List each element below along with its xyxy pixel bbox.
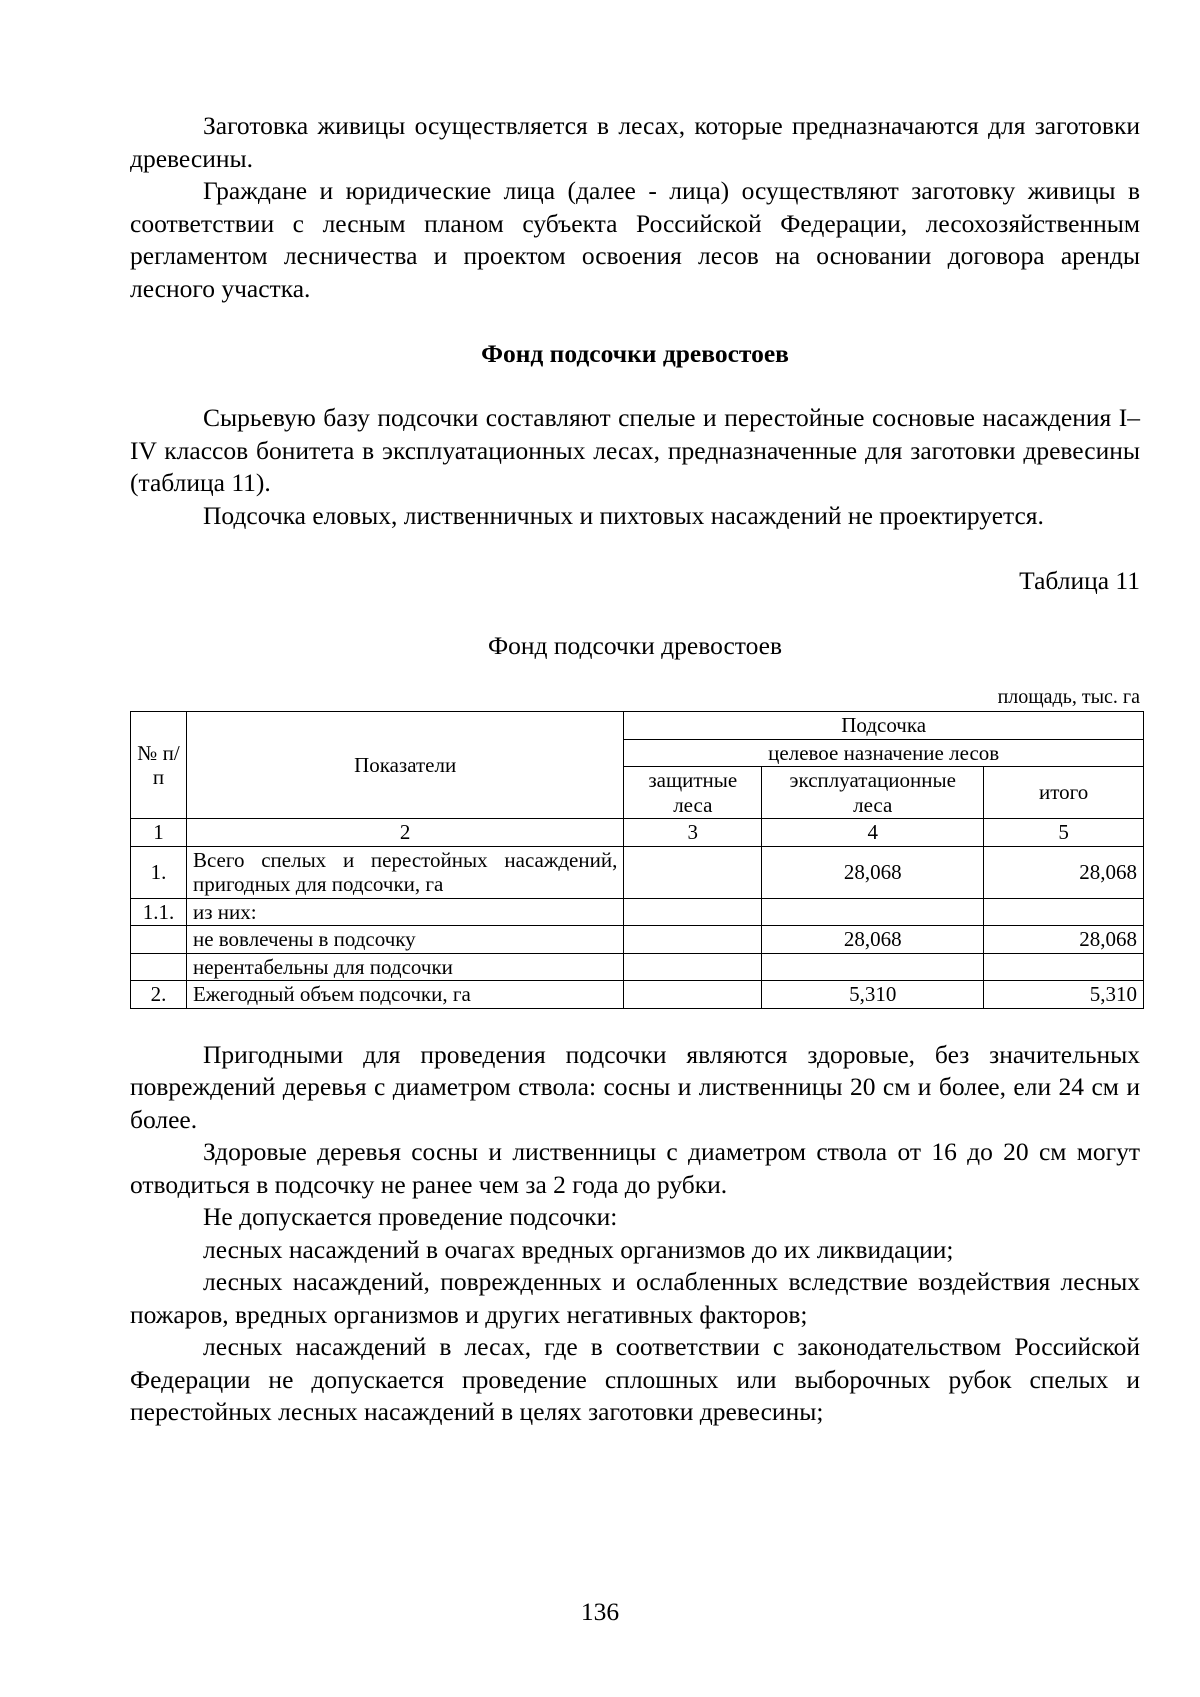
- section-heading: Фонд подсочки древостоев: [481, 339, 789, 368]
- after-paragraph-1: Пригодными для проведения подсочки являются здоровые, без значительных повреждений деревья с диаметром ствола: сосны и лиственницы 20 см и более, ели 24 см и более.: [130, 1039, 1140, 1134]
- row-num: 2.: [131, 981, 187, 1009]
- podsochka-table: [130, 711, 1144, 1009]
- row-total: [984, 898, 1144, 926]
- row-label: Всего спелых и перестойных насаждений, пригодных для подсочки, га: [186, 846, 623, 898]
- col-number: 1: [131, 819, 187, 847]
- row-total: 28,068: [984, 846, 1144, 898]
- row-exploitation: 28,068: [762, 926, 984, 954]
- header-indicators: Показатели: [186, 712, 623, 819]
- row-exploitation: 5,310: [762, 981, 984, 1009]
- after-paragraph-2: Здоровые деревья сосны и лиственницы с диаметром ствола от 16 до 20 см могут отводиться в подсочку не ранее чем за 2 года до рубки.: [130, 1137, 1140, 1199]
- table-number-label: Таблица 11: [1019, 566, 1140, 595]
- row-label: Ежегодный объем подсочки, га: [186, 981, 623, 1009]
- row-num: [131, 953, 187, 981]
- section-paragraph-1: Сырьевую базу подсочки составляют спелые и перестойные сосновые насаждения I–IV классов бонитета в эксплуатационных лесах, предназначенные для заготовки древесины (таблица 11).: [130, 403, 1140, 497]
- table-header-row-1: [131, 712, 1144, 740]
- after-table-text: [130, 1039, 1140, 1429]
- table-row: [131, 926, 1144, 954]
- col-number: 5: [984, 819, 1144, 847]
- row-protective: [624, 898, 762, 926]
- row-total: [984, 953, 1144, 981]
- after-paragraph-3: Не допускается проведение подсочки:: [203, 1202, 618, 1231]
- table-unit: площадь, тыс. га: [997, 686, 1140, 708]
- header-podsochka: Подсочка: [624, 712, 1144, 740]
- table-row: [131, 846, 1144, 898]
- after-paragraph-5: лесных насаждений, поврежденных и ослабленных вследствие воздействия лесных пожаров, вредных организмов и других негативных факторов;: [130, 1267, 1140, 1329]
- row-total: 5,310: [984, 981, 1144, 1009]
- section-paragraph-2: Подсочка еловых, лиственничных и пихтовых насаждений не проектируется.: [203, 500, 1044, 530]
- row-protective: [624, 953, 762, 981]
- col-number: 3: [624, 819, 762, 847]
- header-purpose: целевое назначение лесов: [624, 739, 1144, 767]
- row-protective: [624, 926, 762, 954]
- header-num: № п/п: [131, 712, 187, 819]
- table-row: [131, 981, 1144, 1009]
- after-paragraph-6: лесных насаждений в лесах, где в соответствии с законодательством Российской Федерации не допускается проведение сплошных или выборочных рубок спелых и перестойных лесных насаждений в целях заготовки древесины;: [130, 1332, 1140, 1426]
- row-exploitation: [762, 953, 984, 981]
- row-label: не вовлечены в подсочку: [186, 926, 623, 954]
- table-column-numbers-row: [131, 819, 1144, 847]
- header-total: итого: [984, 767, 1144, 819]
- row-num: [131, 926, 187, 954]
- page-content: [130, 110, 1140, 1429]
- row-num: 1.: [131, 846, 187, 898]
- intro-paragraph-2: Граждане и юридические лица (далее - лица) осуществляют заготовку живицы в соответствии с лесным планом субъекта Российской Федерации, лесохозяйственным регламентом лесничества и проектом освоения лесов на основании договора аренды лесного участка.: [130, 176, 1140, 303]
- intro-paragraph-1: Заготовка живицы осуществляется в лесах, которые предназначаются для заготовки древесины.: [130, 111, 1140, 173]
- table-row: [131, 898, 1144, 926]
- row-protective: [624, 846, 762, 898]
- row-total: 28,068: [984, 926, 1144, 954]
- col-number: 2: [186, 819, 623, 847]
- page-number: 136: [580, 1597, 620, 1626]
- row-exploitation: 28,068: [762, 846, 984, 898]
- header-exploitation: эксплуатационные леса: [762, 767, 984, 819]
- after-paragraph-4: лесных насаждений в очагах вредных организмов до их ликвидации;: [203, 1234, 954, 1264]
- row-label: из них:: [186, 898, 623, 926]
- header-protective: защитные леса: [624, 767, 762, 819]
- row-protective: [624, 981, 762, 1009]
- row-label: нерентабельны для подсочки: [186, 953, 623, 981]
- table-row: [131, 953, 1144, 981]
- row-num: 1.1.: [131, 898, 187, 926]
- col-number: 4: [762, 819, 984, 847]
- table-title: Фонд подсочки древостоев: [487, 631, 782, 660]
- row-exploitation: [762, 898, 984, 926]
